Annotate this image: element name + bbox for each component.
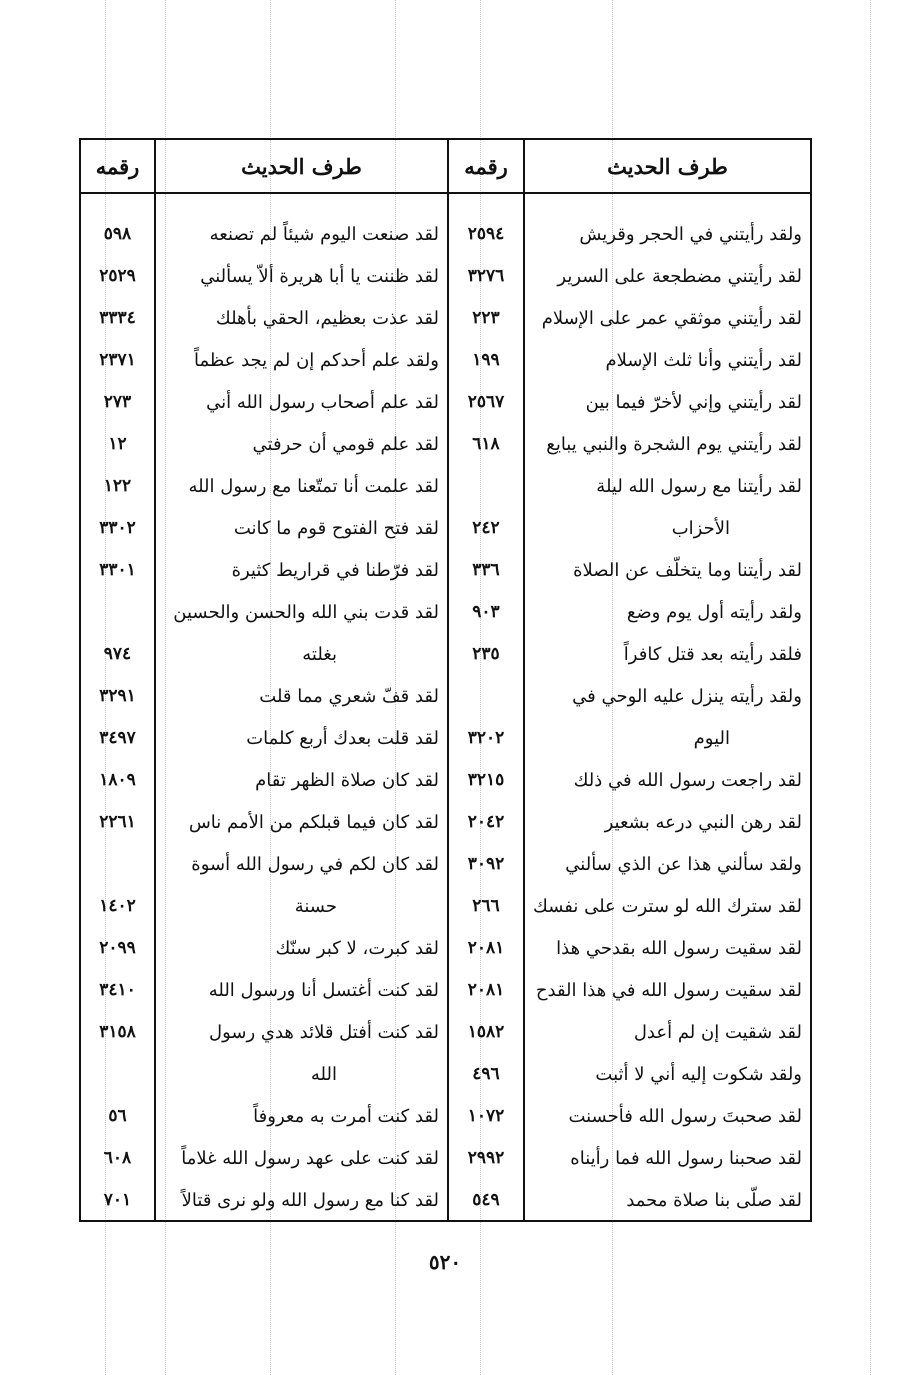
hadith-number-right: ١٥٨٢ xyxy=(467,1022,505,1042)
hadith-number-right: ٣٢١٥ xyxy=(467,770,505,790)
hadith-text-left: لقد كان صلاة الظهر تقام xyxy=(255,769,439,791)
hadith-number-right: ٦١٨ xyxy=(472,434,500,454)
hadith-number-right: ٥٤٩ xyxy=(472,1190,500,1210)
hadith-number-right: ١٩٩ xyxy=(472,350,500,370)
hadith-text-right: فلقد رأيته بعد قتل كافراً xyxy=(623,643,802,665)
hadith-number-left: ٣١٥٨ xyxy=(99,1022,136,1042)
hadith-number-left: ٥٦ xyxy=(108,1106,127,1126)
header-number-right: رقمه xyxy=(464,153,508,179)
hadith-number-right: ٢٦٦ xyxy=(472,896,500,916)
hadith-text-right: لقد رأيتني وإني لأخرّ فيما بين xyxy=(585,391,802,413)
hadith-number-right: ٢٥٩٤ xyxy=(467,224,505,244)
hadith-number-left: ٣٣٣٤ xyxy=(99,308,136,328)
hadith-text-left: الله xyxy=(310,1063,337,1085)
hadith-text-left: لقد فرّطنا في قراريط كثيرة xyxy=(231,559,439,581)
hadith-number-right: ٢٣٥ xyxy=(472,644,500,664)
hadith-text-right: لقد راجعت رسول الله في ذلك xyxy=(573,769,802,791)
hadith-number-right: ١٠٧٢ xyxy=(467,1106,505,1126)
hadith-number-left: ١٤٠٢ xyxy=(99,896,136,916)
hadith-text-left: لقد كبرت، لا كبر سنّك xyxy=(275,937,439,959)
hadith-number-left: ٢٧٣ xyxy=(103,392,132,412)
hadith-number-left: ٢٣٧١ xyxy=(99,350,136,370)
hadith-text-left: لقد كنت أغتسل أنا ورسول الله xyxy=(208,979,439,1001)
hadith-text-left: لقد علم قومي أن حرفتي xyxy=(252,433,439,455)
hadith-number-left: ٣٤١٠ xyxy=(99,980,136,1000)
hadith-text-right: لقد رأيتنا وما يتخلّف عن الصلاة xyxy=(573,559,802,581)
hadith-number-right: ٢٠٤٢ xyxy=(467,812,505,832)
hadith-number-right: ٢٠٨١ xyxy=(467,938,505,958)
hadith-text-right: لقد رأيتني يوم الشجرة والنبي يبايع xyxy=(546,433,802,455)
hadith-number-left: ٣٣٠٢ xyxy=(99,518,136,538)
hadith-number-left: ٢٠٩٩ xyxy=(99,938,136,958)
hadith-number-left xyxy=(81,1053,154,1095)
hadith-text-left: حسنة xyxy=(294,895,337,917)
hadith-number-left: ٢٢٦١ xyxy=(99,812,136,832)
hadith-text-left: لقد كان لكم في رسول الله أسوة xyxy=(191,853,439,875)
hadith-text-right: ولقد سألني هذا عن الذي سألني xyxy=(565,853,802,875)
hadith-number-right: ٣٢٠٢ xyxy=(467,728,505,748)
hadith-number-left: ٣٣٠١ xyxy=(99,560,136,580)
hadith-text-right: لقد صحبتَ رسول الله فأحسنت xyxy=(568,1105,802,1127)
hadith-number-left: ٣٤٩٧ xyxy=(99,728,136,748)
hadith-text-right: لقد سترك الله لو سترت على نفسك xyxy=(533,895,802,917)
hadith-text-right: لقد سقيت رسول الله بقدحي هذا xyxy=(556,937,802,959)
hadith-number-right: ٢٥٦٧ xyxy=(467,392,505,412)
hadith-number-right xyxy=(449,675,523,717)
hadith-number-right: ٢٩٩٢ xyxy=(467,1148,505,1168)
hadith-number-right: ٢٤٢ xyxy=(472,518,500,538)
hadith-number-left: ٥٩٨ xyxy=(103,224,132,244)
hadith-text-right: لقد سقيت رسول الله في هذا القدح xyxy=(535,979,802,1001)
hadith-text-right: لقد رهن النبي درعه بشعير xyxy=(604,811,802,833)
hadith-text-left: لقد كان فيما قبلكم من الأمم ناس xyxy=(188,811,439,833)
hadith-text-right: ولقد رأيته أول يوم وضع xyxy=(626,601,802,623)
hadith-text-right: لقد رأيتنا مع رسول الله ليلة xyxy=(596,475,802,497)
hadith-text-right: لقد رأيتني مضطجعة على السرير xyxy=(557,265,802,287)
hadith-text-left: لقد صنعت اليوم شيئاً لم تصنعه xyxy=(209,223,439,245)
hadith-number-right: ٣٢٧٦ xyxy=(467,266,505,286)
hadith-text-left: لقد علمت أنا تمتّعنا مع رسول الله xyxy=(188,475,439,497)
header-number-left: رقمه xyxy=(95,153,140,179)
hadith-text-left: ولقد علم أحدكم إن لم يجد عظماً xyxy=(193,349,439,371)
hadith-number-left: ١٢٢ xyxy=(103,476,132,496)
page-number: ٥٢٠ xyxy=(428,1250,462,1274)
hadith-text-left: لقد كنت أمرت به معروفاً xyxy=(253,1105,439,1127)
hadith-text-right: الأحزاب xyxy=(671,517,730,539)
index-table xyxy=(79,138,812,1222)
hadith-text-right: ولقد رأيته ينزل عليه الوحي في xyxy=(572,685,802,707)
hadith-number-right: ٩٠٣ xyxy=(472,602,500,622)
hadith-text-right: لقد شقيت إن لم أعدل xyxy=(633,1021,802,1043)
header-hadith-text-right: طرف الحديث xyxy=(607,153,728,179)
hadith-text-right: لقد صحبنا رسول الله فما رأيناه xyxy=(570,1147,802,1169)
hadith-number-right: ٣٣٦ xyxy=(472,560,500,580)
hadith-text-left: بغلته xyxy=(302,643,337,665)
hadith-number-left xyxy=(81,591,154,633)
hadith-text-right: لقد رأيتني وأنا ثلث الإسلام xyxy=(605,349,802,371)
hadith-text-left: لقد عذت بعظيم، الحقي بأهلك xyxy=(215,307,439,329)
hadith-number-right: ٢٢٣ xyxy=(472,308,500,328)
hadith-text-right: ولقد شكوت إليه أني لا أثبت xyxy=(595,1063,802,1085)
hadith-number-left: ٩٧٤ xyxy=(103,644,132,664)
hadith-number-right xyxy=(449,465,523,507)
hadith-text-right: اليوم xyxy=(693,727,730,749)
hadith-number-left: ٧٠١ xyxy=(103,1190,132,1210)
hadith-text-left: لقد قلت بعدك أربع كلمات xyxy=(246,727,439,749)
scan-guide-line xyxy=(870,0,871,1375)
hadith-number-left: ٣٢٩١ xyxy=(99,686,136,706)
hadith-text-right: لقد صلّى بنا صلاة محمد xyxy=(626,1189,802,1211)
hadith-number-left: ١٨٠٩ xyxy=(99,770,136,790)
hadith-number-right: ٤٩٦ xyxy=(472,1064,500,1084)
hadith-number-left xyxy=(81,843,154,885)
hadith-number-left: ٦٠٨ xyxy=(103,1148,132,1168)
hadith-text-left: لقد ظننت يا أبا هريرة ألاّ يسألني xyxy=(200,265,439,287)
header-hadith-text-left: طرف الحديث xyxy=(241,153,362,179)
hadith-text-left: لقد فتح الفتوح قوم ما كانت xyxy=(233,517,439,539)
hadith-text-left: لقد كنت على عهد رسول الله غلاماً xyxy=(181,1147,439,1169)
header-divider xyxy=(81,192,810,194)
hadith-number-right: ٣٠٩٢ xyxy=(467,854,505,874)
hadith-text-right: لقد رأيتني موثقي عمر على الإسلام xyxy=(541,307,802,329)
hadith-number-left: ٢٥٢٩ xyxy=(99,266,136,286)
hadith-text-left: لقد قدت بني الله والحسن والحسين xyxy=(173,601,439,623)
hadith-number-right: ٢٠٨١ xyxy=(467,980,505,1000)
hadith-text-left: لقد كنا مع رسول الله ولو نرى قتالاً xyxy=(181,1189,439,1211)
hadith-text-left: لقد كنت أفتل قلائد هدي رسول xyxy=(209,1021,439,1043)
hadith-number-left: ١٢ xyxy=(108,434,127,454)
hadith-text-right: ولقد رأيتني في الحجر وقريش xyxy=(579,223,802,245)
hadith-text-left: لقد علم أصحاب رسول الله أني xyxy=(206,391,439,413)
hadith-text-left: لقد قفّ شعري مما قلت xyxy=(259,685,439,707)
